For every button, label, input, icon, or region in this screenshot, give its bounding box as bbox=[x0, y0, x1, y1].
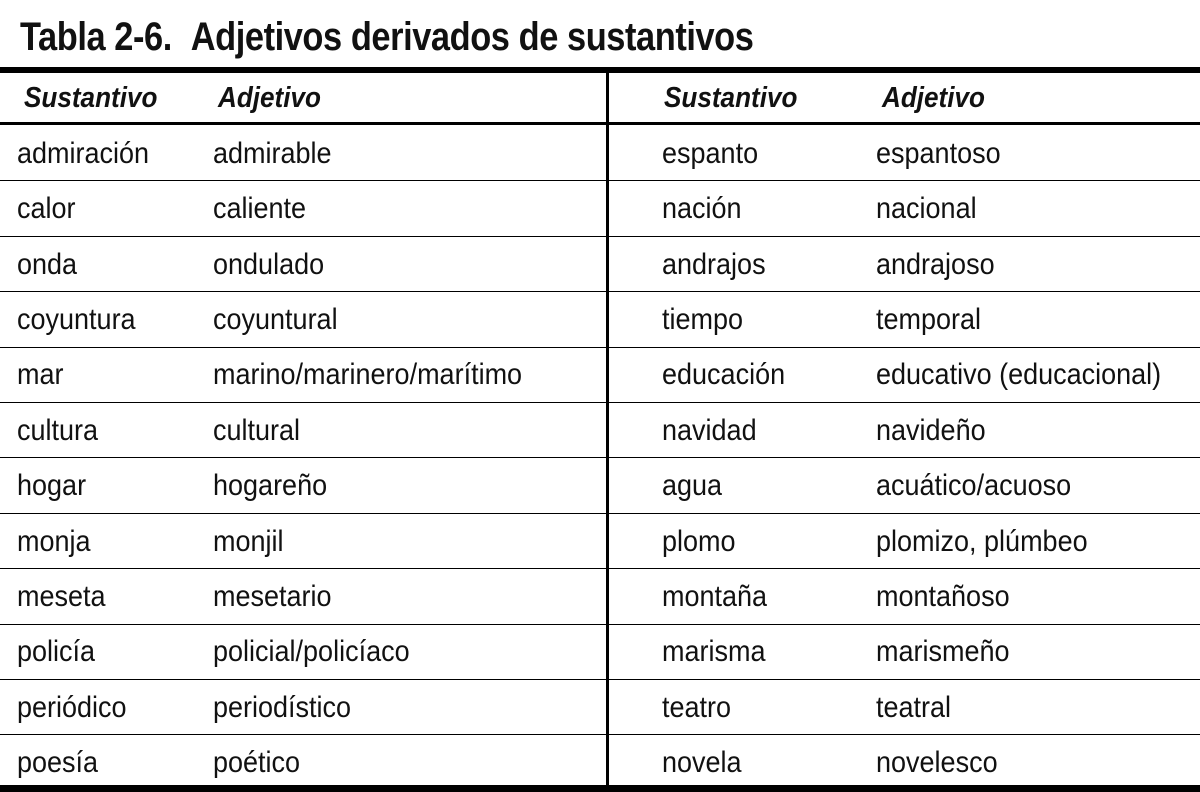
row-separator bbox=[0, 679, 606, 680]
row-separator bbox=[609, 457, 1200, 458]
right-adjective-cell: andrajoso bbox=[876, 247, 995, 281]
left-noun-cell: poesía bbox=[17, 746, 99, 780]
left-adjective-cell: hogareño bbox=[213, 469, 328, 503]
left-noun-cell: monja bbox=[17, 524, 91, 558]
left-adjective-cell: monjil bbox=[213, 524, 284, 558]
row-separator bbox=[609, 291, 1200, 292]
row-separator bbox=[609, 236, 1200, 237]
right-adjective-cell: teatral bbox=[876, 690, 952, 724]
left-adjective-cell: poético bbox=[213, 746, 301, 780]
bottom-rule bbox=[0, 785, 1200, 792]
row-separator bbox=[0, 236, 606, 237]
header-sustantivo-left: Sustantivo bbox=[24, 82, 158, 114]
row-separator bbox=[0, 291, 606, 292]
right-noun-cell: novela bbox=[662, 746, 742, 780]
row-separator bbox=[609, 180, 1200, 181]
right-adjective-cell: espantoso bbox=[876, 136, 1001, 170]
row-separator bbox=[0, 624, 606, 625]
right-adjective-cell: montañoso bbox=[876, 579, 1010, 613]
right-noun-cell: marisma bbox=[662, 635, 766, 669]
row-separator bbox=[0, 180, 606, 181]
right-adjective-cell: plomizo, plúmbeo bbox=[876, 524, 1088, 558]
right-noun-cell: educación bbox=[662, 358, 786, 392]
right-noun-cell: plomo bbox=[662, 524, 736, 558]
table-title-text: Adjetivos derivados de sustantivos bbox=[190, 15, 754, 59]
right-adjective-cell: marismeño bbox=[876, 635, 1010, 669]
table-number: Tabla 2-6. bbox=[20, 15, 172, 59]
top-rule bbox=[0, 67, 1200, 73]
right-adjective-cell: temporal bbox=[876, 302, 982, 336]
right-adjective-cell: educativo (educacional) bbox=[876, 358, 1162, 392]
left-noun-cell: periódico bbox=[17, 690, 127, 724]
left-noun-cell: hogar bbox=[17, 469, 87, 503]
row-separator bbox=[0, 568, 606, 569]
left-noun-cell: cultura bbox=[17, 413, 99, 447]
row-separator bbox=[609, 679, 1200, 680]
right-noun-cell: navidad bbox=[662, 413, 757, 447]
left-adjective-cell: cultural bbox=[213, 413, 301, 447]
row-separator bbox=[0, 513, 606, 514]
header-rule-right bbox=[609, 122, 1200, 125]
left-noun-cell: meseta bbox=[17, 579, 106, 613]
right-noun-cell: montaña bbox=[662, 579, 768, 613]
left-noun-cell: coyuntura bbox=[17, 302, 136, 336]
header-sustantivo-right: Sustantivo bbox=[664, 82, 798, 114]
left-adjective-cell: ondulado bbox=[213, 247, 325, 281]
row-separator bbox=[609, 624, 1200, 625]
left-adjective-cell: marino/marinero/marítimo bbox=[213, 358, 523, 392]
right-adjective-cell: nacional bbox=[876, 192, 977, 226]
left-adjective-cell: coyuntural bbox=[213, 302, 338, 336]
row-separator bbox=[0, 734, 606, 735]
left-noun-cell: admiración bbox=[17, 136, 150, 170]
row-separator bbox=[609, 568, 1200, 569]
right-adjective-cell: acuático/acuoso bbox=[876, 469, 1072, 503]
left-adjective-cell: periodístico bbox=[213, 690, 352, 724]
header-rule-left bbox=[0, 122, 606, 125]
left-noun-cell: calor bbox=[17, 192, 76, 226]
row-separator bbox=[0, 457, 606, 458]
row-separator bbox=[609, 402, 1200, 403]
left-adjective-cell: mesetario bbox=[213, 579, 332, 613]
right-noun-cell: agua bbox=[662, 469, 723, 503]
right-noun-cell: andrajos bbox=[662, 247, 766, 281]
row-separator bbox=[0, 347, 606, 348]
right-noun-cell: nación bbox=[662, 192, 742, 226]
right-noun-cell: espanto bbox=[662, 136, 759, 170]
left-adjective-cell: policial/policíaco bbox=[213, 635, 410, 669]
left-noun-cell: policía bbox=[17, 635, 96, 669]
row-separator bbox=[0, 402, 606, 403]
header-adjetivo-left: Adjetivo bbox=[218, 82, 321, 114]
left-noun-cell: mar bbox=[17, 358, 64, 392]
row-separator bbox=[609, 734, 1200, 735]
right-noun-cell: tiempo bbox=[662, 302, 744, 336]
right-adjective-cell: novelesco bbox=[876, 746, 998, 780]
left-adjective-cell: admirable bbox=[213, 136, 332, 170]
header-adjetivo-right: Adjetivo bbox=[882, 82, 985, 114]
table-title bbox=[20, 8, 753, 66]
row-separator bbox=[609, 347, 1200, 348]
row-separator bbox=[609, 513, 1200, 514]
right-adjective-cell: navideño bbox=[876, 413, 986, 447]
left-noun-cell: onda bbox=[17, 247, 78, 281]
left-adjective-cell: caliente bbox=[213, 192, 307, 226]
right-noun-cell: teatro bbox=[662, 690, 732, 724]
